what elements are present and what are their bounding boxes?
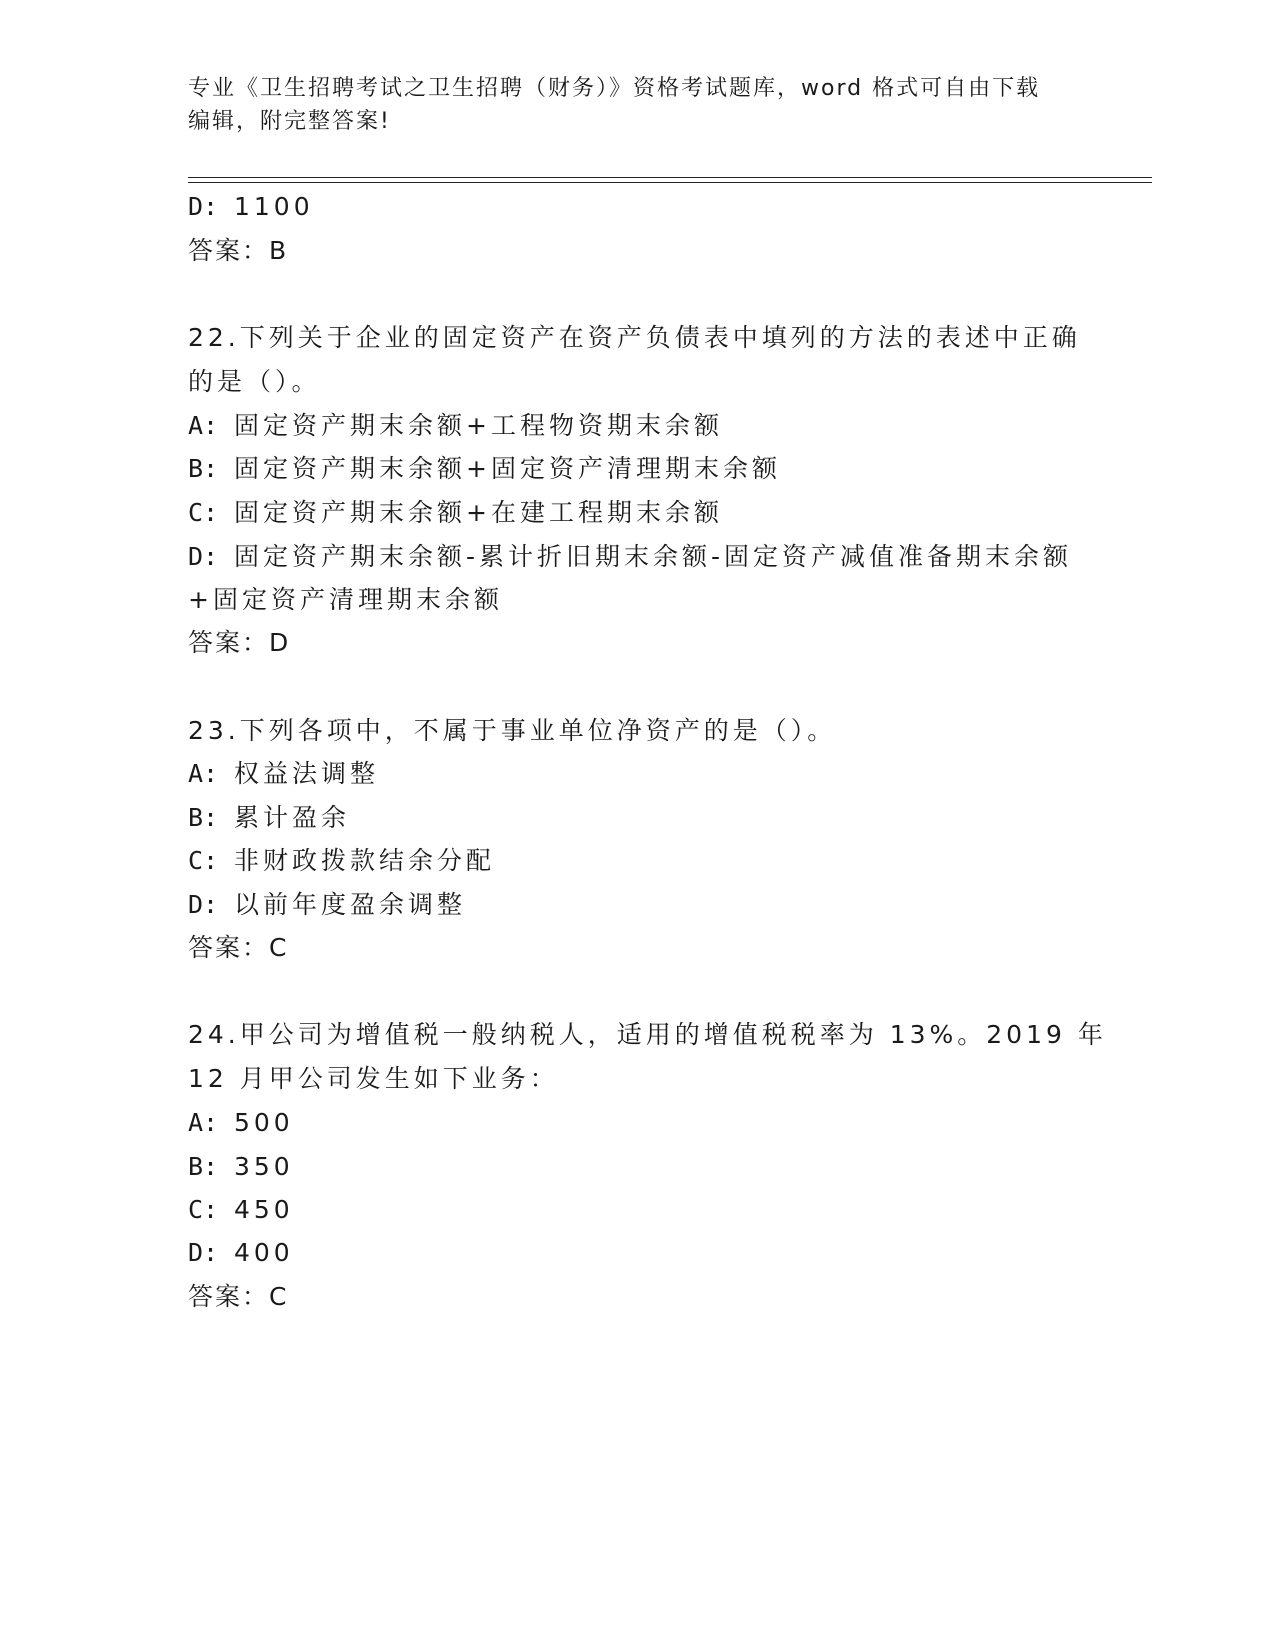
q23-answer: 答案：C xyxy=(188,933,289,962)
prev-answer: 答案：B xyxy=(188,236,289,265)
q22-stem-line-1: 22.下列关于企业的固定资产在资产负债表中填列的方法的表述中正确 xyxy=(188,323,1081,352)
q24-option-a xyxy=(188,1106,294,1140)
header-divider-bottom xyxy=(188,182,1152,183)
option-key: A: xyxy=(188,759,219,788)
option-text: 固定资产期末余额+固定资产清理期末余额 xyxy=(234,454,781,483)
option-text: 500 xyxy=(234,1108,294,1137)
q23-option-b xyxy=(188,801,350,835)
q24-stem-line-1: 24.甲公司为增值税一般纳税人，适用的增值税税率为 13%。2019 年 xyxy=(188,1020,1107,1049)
option-key: A: xyxy=(188,1108,219,1137)
option-text: 以前年度盈余调整 xyxy=(234,890,467,919)
q24-answer: 答案：C xyxy=(188,1282,289,1311)
q23-stem-line-1: 23.下列各项中，不属于事业单位净资产的是（）。 xyxy=(188,716,837,745)
option-text: 350 xyxy=(234,1152,294,1181)
q24-option-b xyxy=(188,1150,294,1184)
header-divider-top xyxy=(188,177,1152,178)
option-key: D: xyxy=(188,1238,219,1267)
option-text: 非财政拨款结余分配 xyxy=(234,846,496,875)
q23-option-d xyxy=(188,888,466,922)
option-text: 450 xyxy=(234,1195,294,1224)
option-key: B: xyxy=(188,803,219,832)
header-line-1: 专业《卫生招聘考试之卫生招聘（财务）》资格考试题库，word 格式可自由下载 xyxy=(188,76,1041,101)
option-key: B: xyxy=(188,454,219,483)
option-key: C: xyxy=(188,498,219,527)
q23-option-c xyxy=(188,844,495,878)
option-text: 1100 xyxy=(234,192,314,221)
option-key: A: xyxy=(188,411,219,440)
q24-option-c xyxy=(188,1193,294,1227)
option-key: D: xyxy=(188,542,219,571)
option-text: 固定资产期末余额+在建工程期末余额 xyxy=(234,498,723,527)
option-key: C: xyxy=(188,1195,219,1224)
q22-option-d-continued: +固定资产清理期末余额 xyxy=(188,585,503,614)
option-key: B: xyxy=(188,1152,219,1181)
prev-option-d xyxy=(188,190,314,224)
q22-option-a xyxy=(188,409,723,443)
option-text: 权益法调整 xyxy=(234,759,380,788)
option-text: 400 xyxy=(234,1238,294,1267)
option-text: 累计盈余 xyxy=(234,803,351,832)
option-text: 固定资产期末余额-累计折旧期末余额-固定资产减值准备期末余额 xyxy=(234,542,1073,571)
q22-option-b xyxy=(188,452,781,486)
option-key: D: xyxy=(188,890,219,919)
q22-answer: 答案：D xyxy=(188,628,291,657)
q23-option-a xyxy=(188,757,379,791)
q24-option-d xyxy=(188,1236,294,1270)
header-line-2: 编辑，附完整答案! xyxy=(188,109,391,134)
option-text: 固定资产期末余额+工程物资期末余额 xyxy=(234,411,723,440)
document-header xyxy=(188,72,1088,138)
option-key: C: xyxy=(188,846,219,875)
q22-stem-line-2: 的是（）。 xyxy=(188,367,321,396)
q24-stem-line-2: 12 月甲公司发生如下业务： xyxy=(188,1064,559,1093)
option-key: D: xyxy=(188,192,219,221)
q22-option-c xyxy=(188,496,723,530)
q22-option-d xyxy=(188,540,1072,574)
